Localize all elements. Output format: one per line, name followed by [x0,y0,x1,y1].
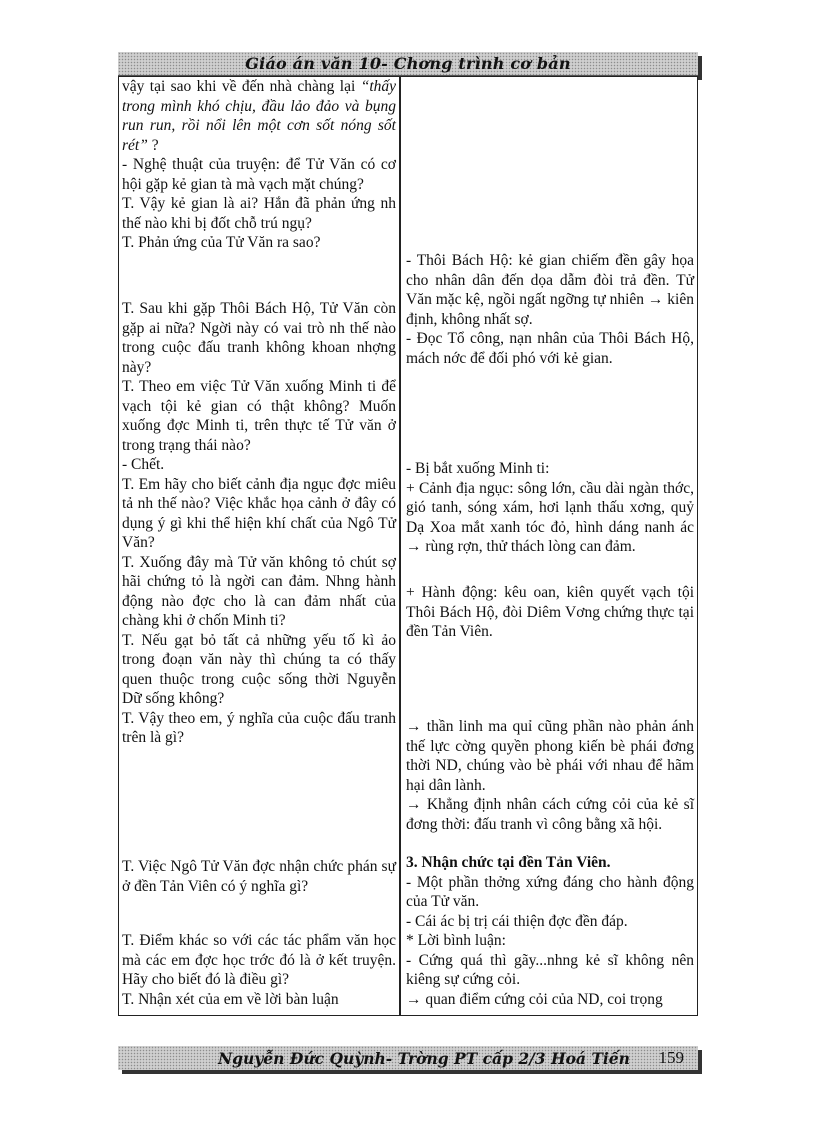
page-footer-bar [118,1046,698,1070]
right-paragraph: - Thôi Bách Hộ: kẻ gian chiếm đền gây họa cho nhân dân đến dọa dẫm đòi trả đền. Tử Văn mặc kệ, ngồi ngất ngỡng tự nhiên → kiên định, không nhất sợ. [406,252,694,328]
section-heading: 3. Nhận chức tại đền Tản Viên. [406,854,611,871]
left-segment-1 [122,77,396,253]
right-paragraph: - Đọc Tổ công, nạn nhân của Thôi Bách Hộ, mách nớc để đối phó với kẻ gian. [406,330,694,367]
right-segment-3 [406,583,694,642]
right-segment-5 [406,853,694,1009]
left-paragraph: T. Vậy kẻ gian là ai? Hắn đã phản ứng nh thế nào khi bị đốt chỗ trú ngụ? [122,195,396,232]
left-text: ? [147,136,159,154]
left-segment-4 [122,931,396,1009]
left-segment-3 [122,857,396,896]
page-header-bar [118,52,698,76]
header-shadow [698,56,702,80]
left-paragraph [122,77,396,155]
right-paragraph: → thần linh ma quỉ cũng phần nào phản ánh thế lực cờng quyền phong kiến bè phái đơng thời ND, chúng vào bè phái với nhau để hãm hại dân lành. [406,718,694,794]
right-paragraph: - Bị bắt xuống Minh ti: [406,460,550,477]
footer-shadow-bottom [122,1070,702,1074]
page-header-title: Giáo án văn 10- Chơng trình cơ bản [245,54,571,73]
left-paragraph: - Nghệ thuật của truyện: để Tử Văn có cơ hội gặp kẻ gian tà mà vạch mặt chúng? [122,156,396,193]
left-paragraph: T. Phản ứng của Tử Văn ra sao? [122,234,321,251]
footer-author: Nguyễn Đức Quỳnh- Trờng PT cấp 2/3 Hoá Tiến [218,1049,630,1068]
left-paragraph: T. Sau khi gặp Thôi Bách Hộ, Tử Văn còn gặp ai nữa? Ngời này có vai trò nh thế nào trong cuộc đấu tranh không khoan nhợng này? [122,300,396,376]
left-paragraph: T. Việc Ngô Tử Văn đợc nhận chức phán sự ở đền Tản Viên có ý nghĩa gì? [122,858,396,895]
left-paragraph: T. Xuống đây mà Tử văn không tỏ chút sợ hãi chứng tỏ là ngời can đảm. Nhng hành động nào đợc cho là can đảm nhất của chàng khi ở chốn Minh ti? [122,553,396,629]
right-segment-2 [406,459,694,557]
left-paragraph: T. Nhận xét của em về lời bàn luận [122,990,339,1008]
right-segment-1 [406,251,694,368]
left-paragraph: T. Theo em việc Tử Văn xuống Minh ti để vạch tội kẻ gian có thật không? Muốn xuống đợc Minh ti, trên thực tế Tử văn ở trong trạng thái nào? [122,378,396,454]
left-paragraph: T. Em hãy cho biết cảnh địa ngục đợc miêu tả nh thế nào? Việc khắc họa cảnh ở đây có dụng ý gì khi thể hiện khí chất của Ngô Tử Văn? [122,475,396,551]
right-paragraph: - Cứng quá thì gãy...nhng kẻ sĩ không nên kiêng sự cứng cỏi. [406,951,694,988]
page-number: 159 [658,1048,684,1067]
left-text: vậy tại sao khi về đến nhà chàng lại [122,78,356,95]
right-paragraph: + Cảnh địa ngục: sông lớn, cầu dài ngàn thớc, gió tanh, sóng xám, hơi lạnh thấu xơng, quỷ Dạ Xoa mắt xanh tóc đỏ, hình dáng nanh ác → rùng rợn, thử thách lòng can đảm. [406,479,694,555]
left-paragraph: - Chết. [122,456,165,473]
left-segment-2 [122,299,396,748]
left-paragraph: T. Nếu gạt bỏ tất cả những yếu tố kì ảo trong đoạn văn này thì chúng ta có thấy quen thuộc trong cuộc sống thời Nguyễn Dữ sống không? [122,631,396,707]
right-paragraph: + Hành động: kêu oan, kiên quyết vạch tội Thôi Bách Hộ, đòi Diêm Vơng chứng thực tại đền Tản Viên. [406,584,694,640]
right-paragraph: * Lời bình luận: [406,932,506,949]
quoted-text: “thấy trong mình khó chịu, đầu lảo đảo và bụng run run, rồi nổi lên một cơn sốt nóng sốt rét” [122,78,397,154]
left-paragraph: T. Điểm khác so với các tác phẩm văn học mà các em đợc học trớc đó là ở kết truyện. Hãy cho biết đó là điều gì? [122,932,396,988]
right-segment-4 [406,717,694,834]
right-paragraph: - Một phần thởng xứng đáng cho hành động của Tử văn. [406,873,694,910]
right-paragraph: → quan điểm cứng cỏi của ND, coi trọng [406,990,663,1008]
right-paragraph: → Khẳng định nhân cách cứng cỏi của kẻ sĩ đơng thời: đấu tranh vì công bằng xã hội. [406,796,694,833]
left-paragraph: T. Vậy theo em, ý nghĩa của cuộc đấu tranh trên là gì? [122,709,396,746]
teacher-questions-column [118,76,400,1016]
lesson-content-column [400,76,698,1016]
right-paragraph: - Cái ác bị trị cái thiện đợc đền đáp. [406,912,628,930]
